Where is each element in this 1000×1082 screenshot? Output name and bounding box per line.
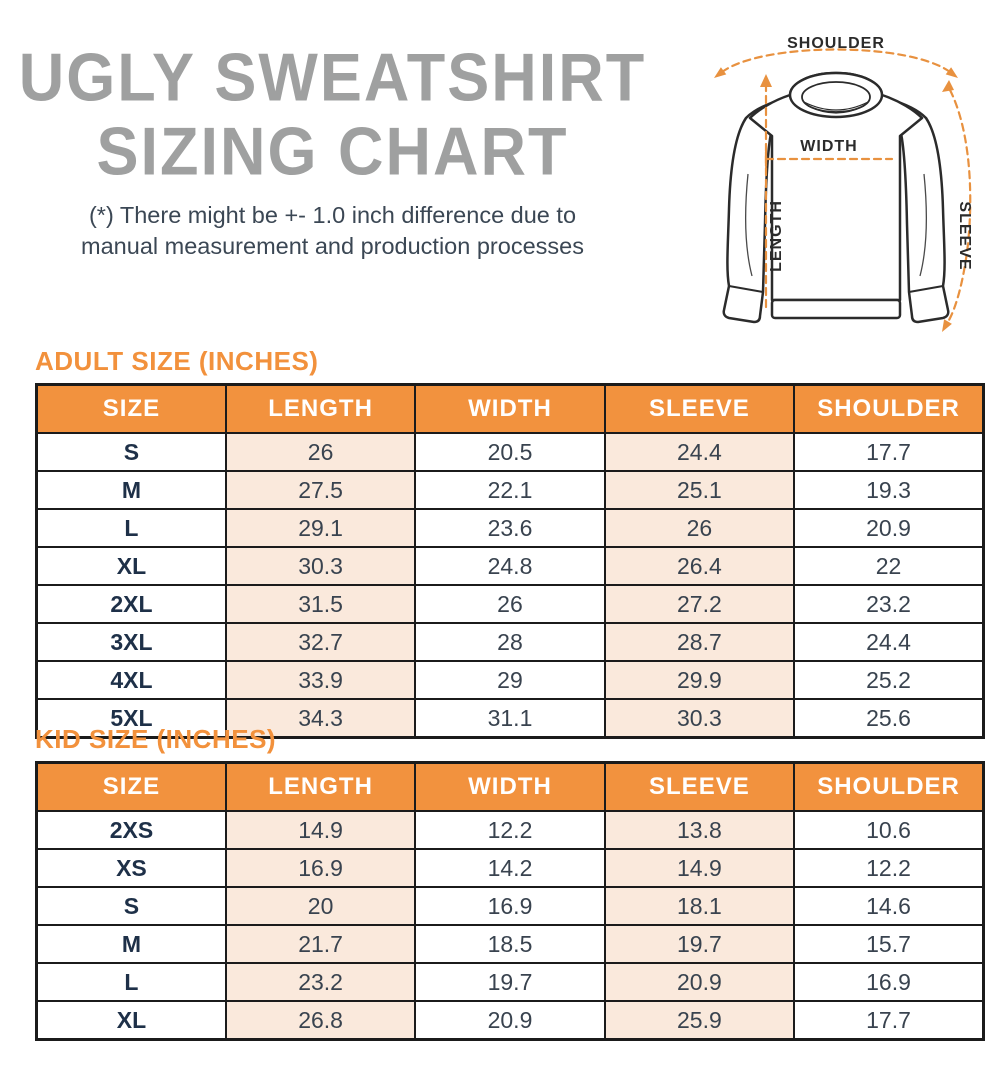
sleeve-cell: 24.4 — [605, 433, 794, 471]
size-cell: S — [37, 433, 226, 471]
size-cell: M — [37, 471, 226, 509]
sweatshirt-measurement-diagram — [668, 14, 1000, 348]
length-cell: 31.5 — [226, 585, 415, 623]
shoulder-label: SHOULDER — [787, 35, 885, 52]
sleeve-cell: 20.9 — [605, 963, 794, 1001]
column-header-sleeve: SLEEVE — [605, 763, 794, 812]
sleeve-cell: 29.9 — [605, 661, 794, 699]
shoulder-cell: 17.7 — [794, 1001, 983, 1040]
width-cell: 31.1 — [415, 699, 604, 738]
shoulder-arrow-right — [946, 67, 958, 78]
width-cell: 29 — [415, 661, 604, 699]
size-cell: XS — [37, 849, 226, 887]
shoulder-cell: 17.7 — [794, 433, 983, 471]
table-row — [37, 623, 984, 661]
length-cell: 21.7 — [226, 925, 415, 963]
sleeve-cell: 26.4 — [605, 547, 794, 585]
column-header-sleeve: SLEEVE — [605, 385, 794, 434]
size-cell: 2XL — [37, 585, 226, 623]
page-title — [0, 38, 665, 190]
sleeve-cell: 25.9 — [605, 1001, 794, 1040]
column-header-length: LENGTH — [226, 763, 415, 812]
shoulder-cell: 12.2 — [794, 849, 983, 887]
column-header-width: WIDTH — [415, 385, 604, 434]
length-cell: 26 — [226, 433, 415, 471]
shoulder-cell: 23.2 — [794, 585, 983, 623]
size-cell: 5XL — [37, 699, 226, 738]
sleeve-cell: 19.7 — [605, 925, 794, 963]
width-cell: 28 — [415, 623, 604, 661]
shoulder-cell: 14.6 — [794, 887, 983, 925]
adult-size-table — [35, 383, 985, 739]
column-header-size: SIZE — [37, 763, 226, 812]
table-row — [37, 509, 984, 547]
size-cell: S — [37, 887, 226, 925]
shoulder-cell: 25.2 — [794, 661, 983, 699]
length-cell: 14.9 — [226, 811, 415, 849]
disclaimer-text — [0, 200, 665, 262]
width-cell: 19.7 — [415, 963, 604, 1001]
column-header-shoulder: SHOULDER — [794, 385, 983, 434]
size-cell: 3XL — [37, 623, 226, 661]
kid-section-title: KID SIZE (INCHES) — [35, 724, 277, 754]
length-cell: 23.2 — [226, 963, 415, 1001]
length-cell: 27.5 — [226, 471, 415, 509]
shoulder-cell: 22 — [794, 547, 983, 585]
size-cell: M — [37, 925, 226, 963]
sleeve-cell: 13.8 — [605, 811, 794, 849]
table-row — [37, 925, 984, 963]
title-line-2: SIZING CHART — [96, 114, 569, 190]
size-cell: 4XL — [37, 661, 226, 699]
waistband-shape — [772, 300, 900, 318]
shoulder-measure-line — [722, 50, 950, 73]
length-cell: 32.7 — [226, 623, 415, 661]
size-cell: L — [37, 963, 226, 1001]
size-cell: XL — [37, 1001, 226, 1040]
sleeve-cell: 27.2 — [605, 585, 794, 623]
length-arrow-top — [760, 74, 772, 87]
table-row — [37, 849, 984, 887]
kid-header-row — [37, 763, 984, 812]
size-cell: XL — [37, 547, 226, 585]
width-cell: 24.8 — [415, 547, 604, 585]
sleeve-arrow-bottom — [942, 319, 952, 332]
sleeve-cell: 26 — [605, 509, 794, 547]
shoulder-arrow-left — [714, 67, 726, 78]
table-row — [37, 585, 984, 623]
table-row — [37, 887, 984, 925]
width-cell: 23.6 — [415, 509, 604, 547]
width-cell: 20.5 — [415, 433, 604, 471]
length-label: LENGTH — [768, 200, 785, 272]
sweatshirt-diagram-svg — [668, 14, 1000, 348]
length-cell: 20 — [226, 887, 415, 925]
adult-header-row — [37, 385, 984, 434]
table-row — [37, 547, 984, 585]
shoulder-cell: 19.3 — [794, 471, 983, 509]
sleeve-cell: 30.3 — [605, 699, 794, 738]
table-row — [37, 811, 984, 849]
length-cell: 26.8 — [226, 1001, 415, 1040]
column-header-size: SIZE — [37, 385, 226, 434]
sleeve-cell: 14.9 — [605, 849, 794, 887]
shoulder-cell: 24.4 — [794, 623, 983, 661]
sleeve-cell: 18.1 — [605, 887, 794, 925]
length-cell: 33.9 — [226, 661, 415, 699]
sleeve-arrow-top — [942, 80, 954, 92]
column-header-length: LENGTH — [226, 385, 415, 434]
shoulder-cell: 25.6 — [794, 699, 983, 738]
length-cell: 16.9 — [226, 849, 415, 887]
adult-section-title: ADULT SIZE (INCHES) — [35, 346, 319, 376]
column-header-shoulder: SHOULDER — [794, 763, 983, 812]
table-row — [37, 661, 984, 699]
shoulder-cell: 16.9 — [794, 963, 983, 1001]
kid-size-table — [35, 761, 985, 1041]
disclaimer-line-1: (*) There might be +- 1.0 inch difference due to — [88, 202, 577, 228]
size-cell: 2XS — [37, 811, 226, 849]
table-row — [37, 471, 984, 509]
table-row — [37, 1001, 984, 1040]
width-cell: 22.1 — [415, 471, 604, 509]
shoulder-cell: 20.9 — [794, 509, 983, 547]
width-cell: 14.2 — [415, 849, 604, 887]
table-row — [37, 433, 984, 471]
width-cell: 16.9 — [415, 887, 604, 925]
width-label: WIDTH — [800, 138, 858, 155]
length-cell: 34.3 — [226, 699, 415, 738]
shoulder-cell: 10.6 — [794, 811, 983, 849]
table-row — [37, 963, 984, 1001]
sleeve-cell: 25.1 — [605, 471, 794, 509]
sleeve-cell: 28.7 — [605, 623, 794, 661]
length-cell: 29.1 — [226, 509, 415, 547]
column-header-width: WIDTH — [415, 763, 604, 812]
shoulder-cell: 15.7 — [794, 925, 983, 963]
width-cell: 12.2 — [415, 811, 604, 849]
disclaimer-line-2: manual measurement and production processes — [81, 233, 584, 259]
length-cell: 30.3 — [226, 547, 415, 585]
size-cell: L — [37, 509, 226, 547]
width-cell: 18.5 — [415, 925, 604, 963]
sleeve-label: SLEEVE — [956, 201, 973, 271]
width-cell: 26 — [415, 585, 604, 623]
title-line-1: UGLY SWEATSHIRT — [18, 40, 647, 116]
width-cell: 20.9 — [415, 1001, 604, 1040]
